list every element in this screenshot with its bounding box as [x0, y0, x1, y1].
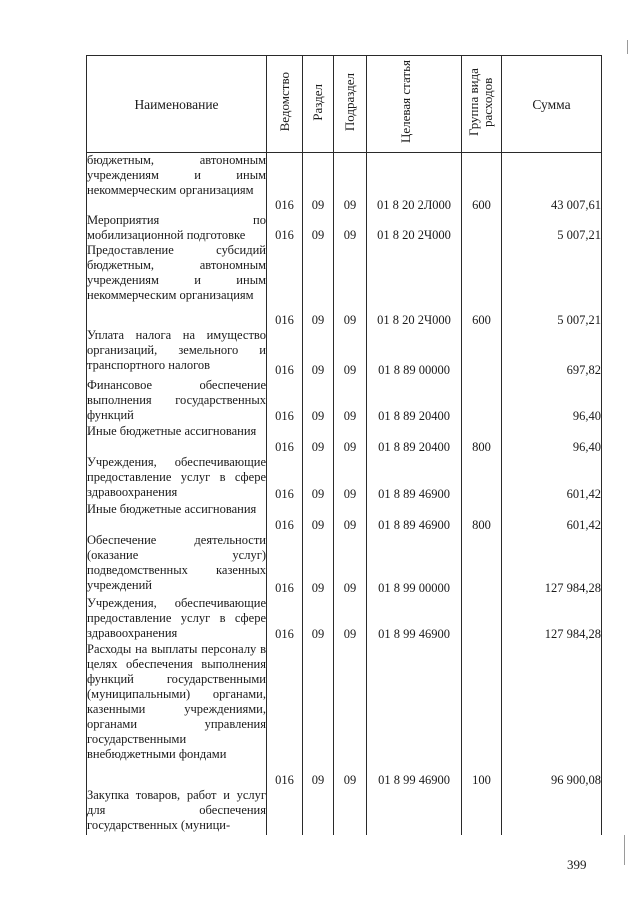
row-podrazdel: 09 [334, 424, 367, 455]
row-summa: 96 900,08 [502, 642, 602, 788]
row-vedomstvo: 016 [267, 455, 303, 502]
scan-edge-mark-top [627, 40, 628, 54]
row-summa: 96,40 [502, 424, 602, 455]
row-podrazdel: 09 [334, 596, 367, 642]
table-row [87, 378, 602, 424]
row-name: Уплата налога на имущество организаций, земельного и транспортного налогов [87, 328, 267, 378]
table-body [87, 153, 602, 835]
row-gruppa [462, 533, 502, 596]
table-row [87, 328, 602, 378]
row-podrazdel: 09 [334, 153, 367, 213]
header-razdel: Раздел [303, 56, 334, 153]
row-summa: 5 007,21 [502, 213, 602, 243]
row-vedomstvo: 016 [267, 153, 303, 213]
row-vedomstvo: 016 [267, 533, 303, 596]
row-gruppa [462, 455, 502, 502]
row-celevaya: 01 8 99 46900 [367, 642, 462, 788]
row-vedomstvo: 016 [267, 213, 303, 243]
row-razdel: 09 [303, 243, 334, 328]
table-row [87, 424, 602, 455]
row-summa [502, 788, 602, 835]
row-celevaya [367, 788, 462, 835]
row-name: Мероприятия по мобилизационной подготовке [87, 212, 266, 242]
row-gruppa [462, 213, 502, 243]
row-celevaya: 01 8 89 46900 [367, 455, 462, 502]
row-razdel: 09 [303, 378, 334, 424]
row-name: Предоставление субсидий бюджетным, автономным учреждениям и иным некоммерческим организациям [87, 243, 267, 328]
row-celevaya: 01 8 89 46900 [367, 502, 462, 533]
row-gruppa: 600 [462, 153, 502, 213]
row-podrazdel: 09 [334, 328, 367, 378]
row-name: Обеспечение деятельности (оказание услуг) подведомственных казенных учреждений [87, 533, 267, 596]
table-row [87, 788, 602, 835]
table-row [87, 533, 602, 596]
scan-edge-mark-bottom [624, 835, 625, 865]
row-summa: 697,82 [502, 328, 602, 378]
header-gruppa: Группа вида расходов [462, 56, 502, 153]
page-number: 399 [567, 857, 587, 872]
row-razdel: 09 [303, 153, 334, 213]
row-summa: 43 007,61 [502, 153, 602, 213]
row-gruppa [462, 596, 502, 642]
row-name: Учреждения, обеспечивающие предоставление услуг в сфере здравоохранения [87, 455, 267, 502]
row-podrazdel: 09 [334, 642, 367, 788]
row-celevaya: 01 8 89 20400 [367, 378, 462, 424]
row-name: Закупка товаров, работ и услуг для обеспечения государственных (муници- [87, 788, 267, 835]
row-vedomstvo: 016 [267, 328, 303, 378]
row-gruppa: 800 [462, 424, 502, 455]
table-header-row [87, 56, 602, 153]
row-vedomstvo: 016 [267, 596, 303, 642]
row-gruppa: 800 [462, 502, 502, 533]
header-podrazdel: Подраздел [334, 56, 367, 153]
table-row [87, 596, 602, 642]
row-celevaya: 01 8 89 20400 [367, 424, 462, 455]
row-podrazdel: 09 [334, 455, 367, 502]
row-gruppa [462, 378, 502, 424]
budget-table [86, 55, 602, 835]
row-summa: 601,42 [502, 455, 602, 502]
row-vedomstvo: 016 [267, 243, 303, 328]
row-summa: 601,42 [502, 502, 602, 533]
row-name: Учреждения, обеспечивающие предоставление услуг в сфере здравоохранения [87, 595, 266, 640]
row-name: Финансовое обеспечение выполнения государственных функций [87, 377, 266, 422]
row-vedomstvo: 016 [267, 502, 303, 533]
row-razdel: 09 [303, 642, 334, 788]
row-podrazdel: 09 [334, 243, 367, 328]
row-razdel: 09 [303, 596, 334, 642]
row-podrazdel: 09 [334, 378, 367, 424]
row-celevaya: 01 8 99 46900 [367, 596, 462, 642]
row-vedomstvo: 016 [267, 378, 303, 424]
row-razdel: 09 [303, 328, 334, 378]
row-razdel: 09 [303, 502, 334, 533]
header-summa: Сумма [502, 56, 602, 153]
row-celevaya: 01 8 89 00000 [367, 328, 462, 378]
row-razdel: 09 [303, 424, 334, 455]
table-row [87, 502, 602, 533]
row-podrazdel: 09 [334, 502, 367, 533]
row-vedomstvo: 016 [267, 642, 303, 788]
row-celevaya: 01 8 20 2Ч000 [367, 243, 462, 328]
row-celevaya: 01 8 99 00000 [367, 533, 462, 596]
row-celevaya: 01 8 20 2Ч000 [367, 213, 462, 243]
row-summa: 127 984,28 [502, 596, 602, 642]
row-razdel: 09 [303, 533, 334, 596]
row-celevaya: 01 8 20 2Л000 [367, 153, 462, 213]
table-row [87, 153, 602, 213]
row-podrazdel: 09 [334, 533, 367, 596]
row-summa: 5 007,21 [502, 243, 602, 328]
row-name: Расходы на выплаты персоналу в целях обеспечения выполнения функций государственными (муниципальными) органами, казенными учреждениями, органами управления государственными внебюджетными фондами [87, 642, 267, 788]
table-row [87, 642, 602, 788]
row-gruppa [462, 328, 502, 378]
header-celevaya: Целевая статья [367, 56, 462, 153]
row-name: бюджетным, автономным учреждениям и иным некоммерческим организациям [87, 153, 267, 213]
header-vedomstvo: Ведомство [267, 56, 303, 153]
row-gruppa [462, 788, 502, 835]
row-razdel: 09 [303, 455, 334, 502]
row-summa: 127 984,28 [502, 533, 602, 596]
row-podrazdel: 09 [334, 213, 367, 243]
header-name: Наименование [87, 56, 267, 153]
row-vedomstvo: 016 [267, 424, 303, 455]
row-razdel [303, 788, 334, 835]
table-row [87, 455, 602, 502]
row-razdel: 09 [303, 213, 334, 243]
table-row [87, 213, 602, 243]
row-gruppa: 100 [462, 642, 502, 788]
row-gruppa: 600 [462, 243, 502, 328]
row-name: Иные бюджетные ассигнования [87, 502, 267, 533]
row-vedomstvo [267, 788, 303, 835]
row-podrazdel [334, 788, 367, 835]
table-row [87, 243, 602, 328]
row-name: Иные бюджетные ассигнования [87, 424, 267, 455]
row-summa: 96,40 [502, 378, 602, 424]
